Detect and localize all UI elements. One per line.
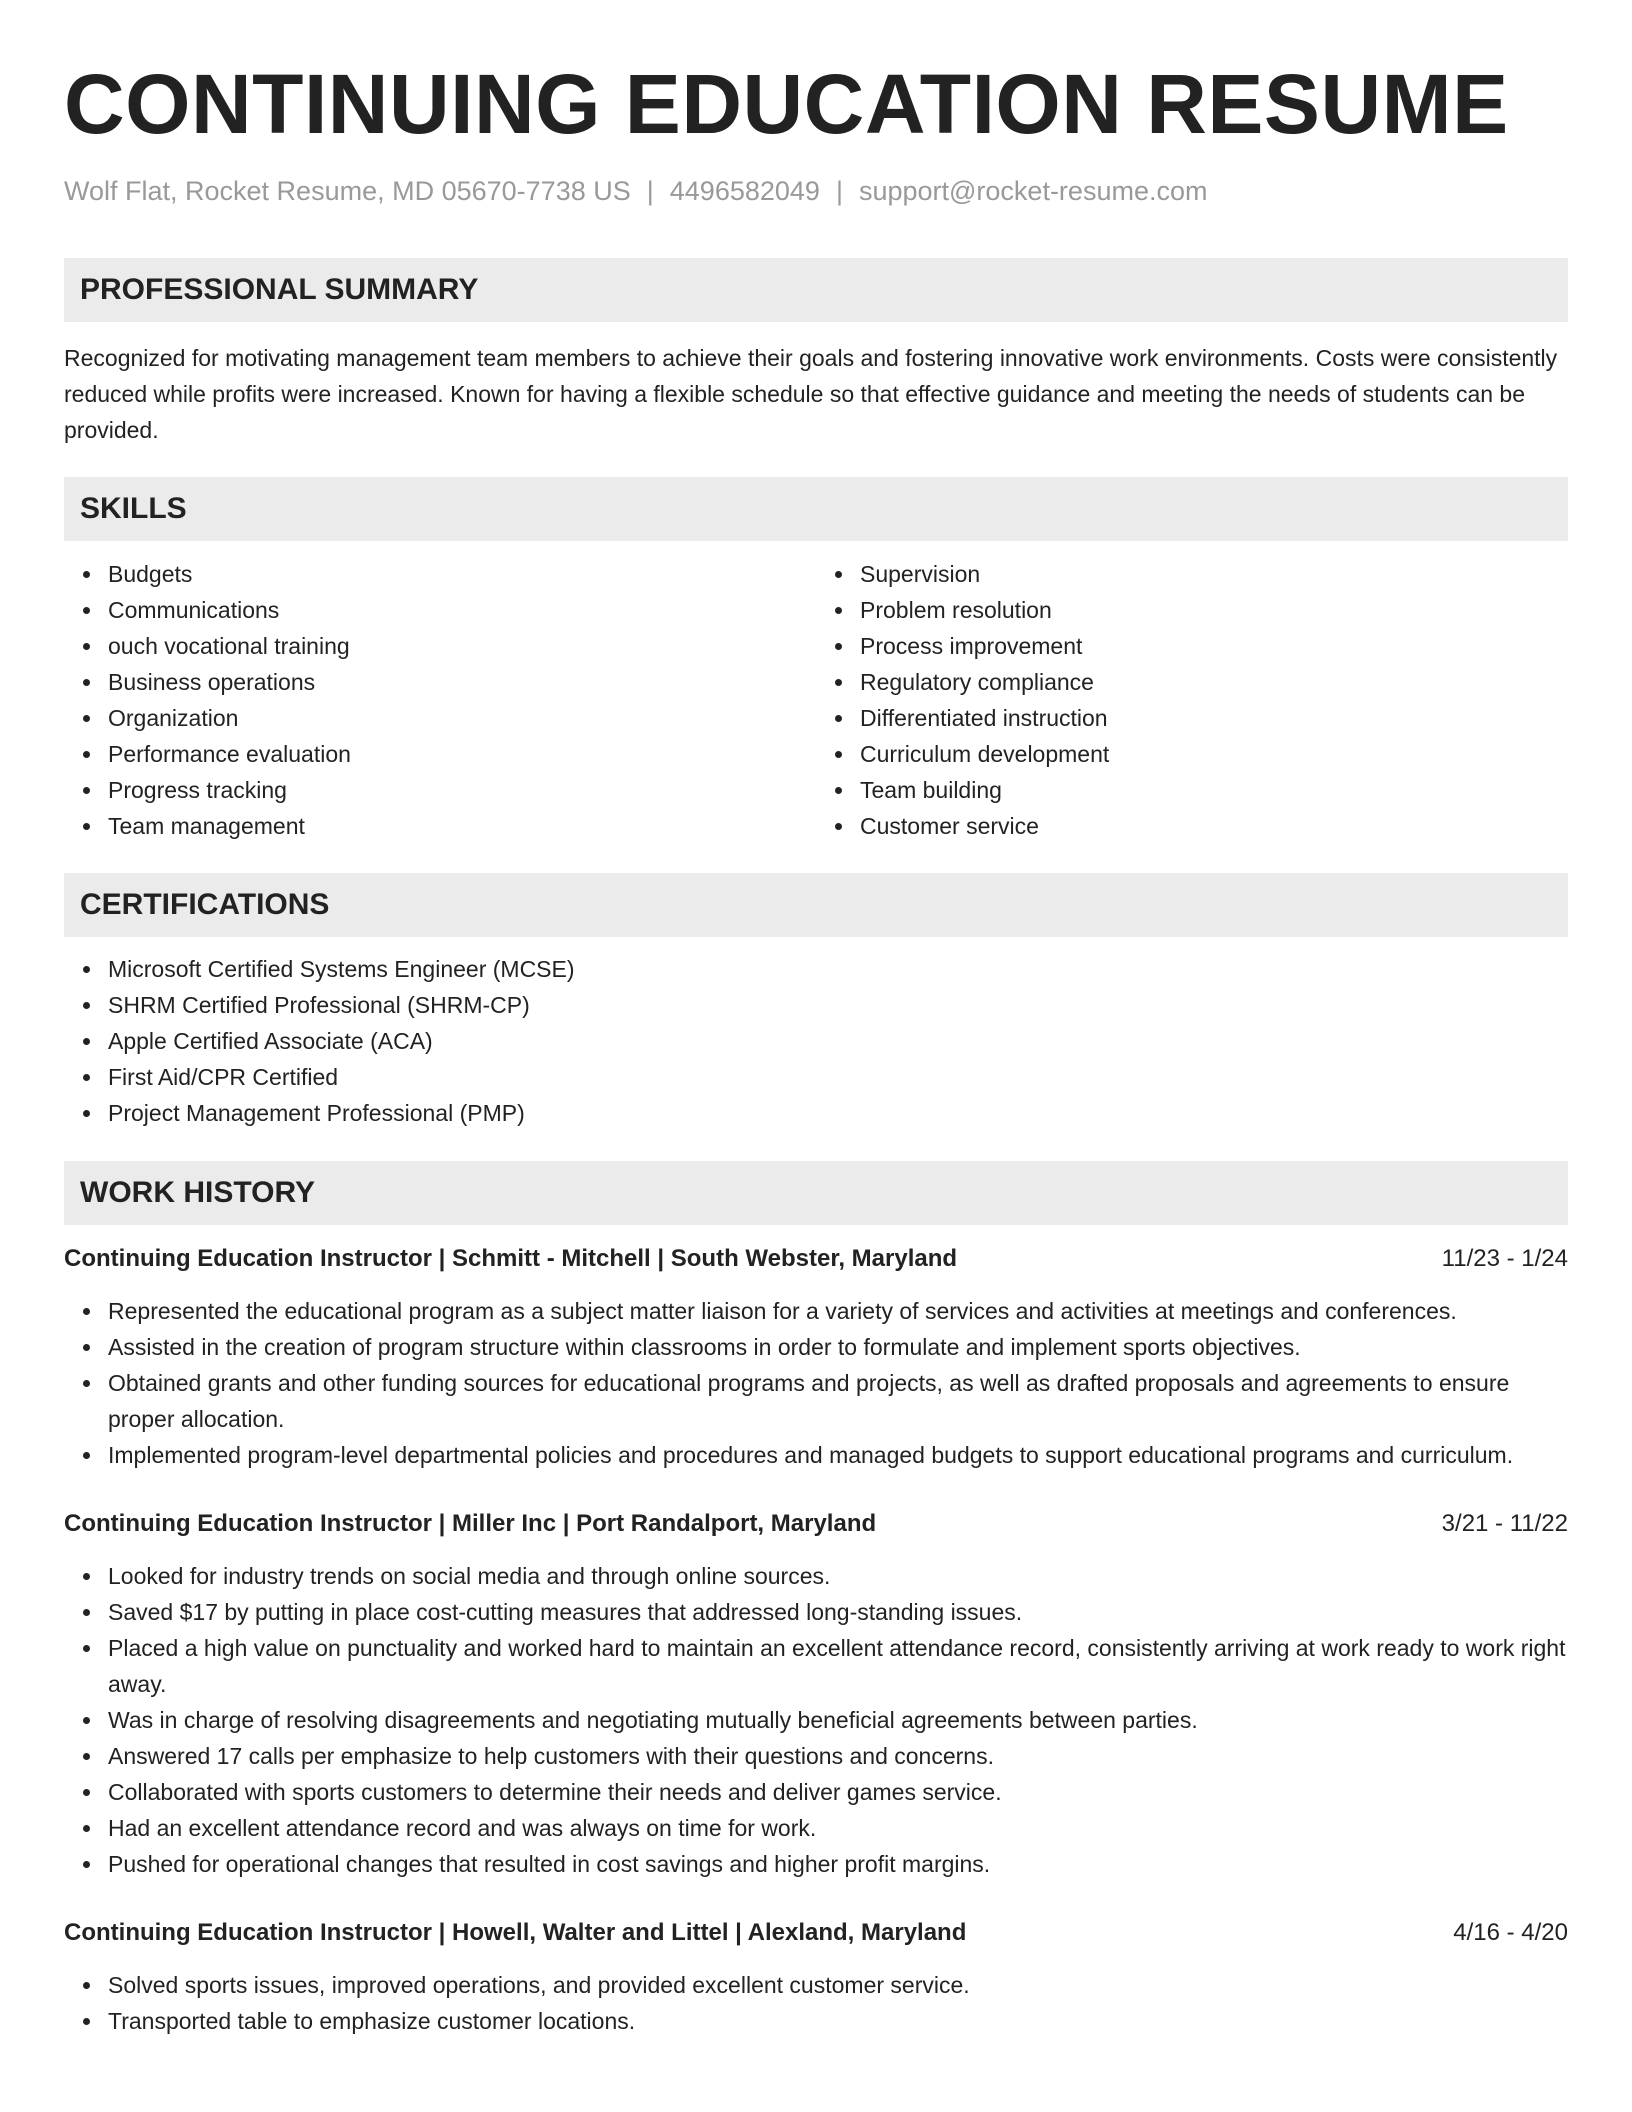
certification-item: Microsoft Certified Systems Engineer (MCSE) [108,951,1568,987]
certifications-heading: CERTIFICATIONS [64,873,1568,937]
job-dates: 11/23 - 1/24 [1441,1245,1568,1272]
skill-item: Curriculum development [860,736,1568,772]
summary-section [64,258,1568,448]
contact-phone: 4496582049 [669,176,820,206]
job-bullet: Assisted in the creation of program structure within classrooms in order to formulate and implement sports objectives. [108,1329,1568,1365]
certifications-list [64,951,1568,1131]
job-bullet: Represented the educational program as a subject matter liaison for a variety of services and activities at meetings and conferences. [108,1293,1568,1329]
job-bullet: Was in charge of resolving disagreements and negotiating mutually beneficial agreements between parties. [108,1702,1568,1738]
job-dates: 4/16 - 4/20 [1453,1919,1568,1946]
summary-text: Recognized for motivating management team members to achieve their goals and fostering innovative work environments. Costs were consistently reduced while profits were increased. Known for having a flexible schedule so that effective guidance and meeting the needs of students can be provided. [64,345,1558,443]
job-bullets [64,1293,1568,1473]
job-bullet: Collaborated with sports customers to determine their needs and deliver games service. [108,1774,1568,1810]
skill-item: Regulatory compliance [860,664,1568,700]
job-bullet: Placed a high value on punctuality and worked hard to maintain an excellent attendance record, consistently arriving at work ready to work right away. [108,1630,1568,1702]
skill-item: Business operations [108,664,816,700]
job-header [64,1506,1568,1542]
skill-item: Differentiated instruction [860,700,1568,736]
job-bullet: Solved sports issues, improved operations, and provided excellent customer service. [108,1967,1568,2003]
job-title: Continuing Education Instructor | Howell, Walter and Littel | Alexland, Maryland [64,1919,967,1946]
certification-item: First Aid/CPR Certified [108,1059,1568,1095]
job-bullet: Saved $17 by putting in place cost-cutting measures that addressed long-standing issues. [108,1594,1568,1630]
skill-item: Process improvement [860,628,1568,664]
skill-item: Organization [108,700,816,736]
job-bullets [64,1967,1568,2039]
job-header [64,1915,1568,1951]
job-bullet: Transported table to emphasize customer locations. [108,2003,1568,2039]
job-bullet: Looked for industry trends on social media and through online sources. [108,1558,1568,1594]
resume-page [64,0,1568,2039]
summary-heading: PROFESSIONAL SUMMARY [64,258,1568,322]
job-bullet: Implemented program-level departmental policies and procedures and managed budgets to support educational programs and curriculum. [108,1437,1568,1473]
skills-columns [64,556,1568,844]
certification-item: Apple Certified Associate (ACA) [108,1023,1568,1059]
skills-heading: SKILLS [64,477,1568,541]
job-dates: 3/21 - 11/22 [1441,1510,1568,1537]
job-entry [64,1506,1568,1882]
skill-item: ouch vocational training [108,628,816,664]
job-header [64,1241,1568,1277]
contact-email: support@rocket-resume.com [858,176,1208,206]
skill-item: Communications [108,592,816,628]
skill-item: Budgets [108,556,816,592]
skills-section [64,477,1568,844]
job-entry [64,1241,1568,1473]
job-bullet: Had an excellent attendance record and was always on time for work. [108,1810,1568,1846]
skill-item: Performance evaluation [108,736,816,772]
skills-list-right [816,556,1568,844]
skill-item: Customer service [860,808,1568,844]
contact-info [64,174,1568,208]
work-history-heading: WORK HISTORY [64,1161,1568,1225]
skill-item: Team building [860,772,1568,808]
job-bullet: Obtained grants and other funding sources for educational programs and projects, as well as drafted proposals and agreements to ensure proper allocation. [108,1365,1568,1437]
certifications-section [64,873,1568,1131]
skill-item: Progress tracking [108,772,816,808]
contact-separator: | [646,176,654,206]
contact-separator: | [835,176,843,206]
job-title: Continuing Education Instructor | Schmitt - Mitchell | South Webster, Maryland [64,1245,958,1272]
skill-item: Problem resolution [860,592,1568,628]
contact-address: Wolf Flat, Rocket Resume, MD 05670-7738 US [64,176,631,206]
skills-list-left [64,556,816,844]
skill-item: Supervision [860,556,1568,592]
certification-item: SHRM Certified Professional (SHRM-CP) [108,987,1568,1023]
job-entry [64,1915,1568,2039]
job-bullets [64,1558,1568,1882]
work-history-section [64,1161,1568,2039]
job-title: Continuing Education Instructor | Miller Inc | Port Randalport, Maryland [64,1510,877,1537]
job-bullet: Answered 17 calls per emphasize to help customers with their questions and concerns. [108,1738,1568,1774]
job-bullet: Pushed for operational changes that resulted in cost savings and higher profit margins. [108,1846,1568,1882]
resume-title: CONTINUING EDUCATION RESUME [64,57,1509,151]
certification-item: Project Management Professional (PMP) [108,1095,1568,1131]
skill-item: Team management [108,808,816,844]
